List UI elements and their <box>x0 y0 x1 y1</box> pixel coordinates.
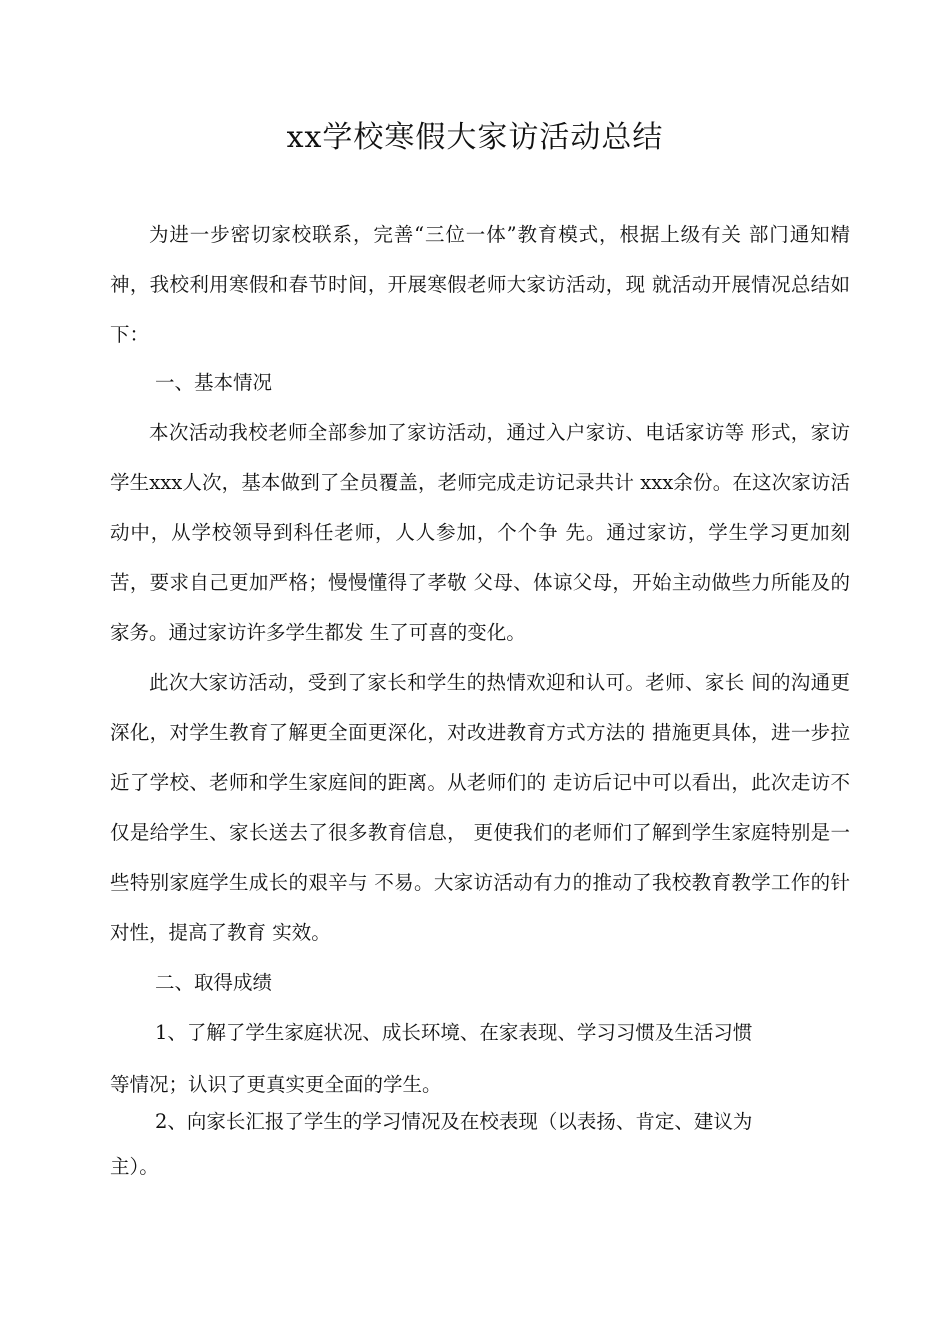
list-item-2-line-1: 2、向家长汇报了学生的学习情况及在校表现（以表扬、肯定、建议为 <box>155 1110 753 1133</box>
paragraph-activity-overview: 本次活动我校老师全部参加了家访活动，通过入户家访、电话家访等 形式，家访学生xxx人次，基本做到了全员覆盖，老师完成走访记录共计 xxx余份。在这次家访活动中，从学校领导到科任老师，人人参加，个个争 先。通过家访，学生学习更加刻苦，要求自己更加严格；慢慢懂得了孝敬 父母、体谅父母，开始主动做些力所能及的家务。通过家访许多学生都发 生了可喜的变化。 <box>110 421 850 644</box>
list-item-2-line-2: 主）。 <box>110 1155 159 1178</box>
intro-paragraph: 为进一步密切家校联系，完善“三位一体”教育模式，根据上级有关 部门通知精神，我校利用寒假和春节时间，开展寒假老师大家访活动，现 就活动开展情况总结如下： <box>110 223 850 346</box>
section-heading-achievements: 二、取得成绩 <box>155 971 273 994</box>
list-item-1-line-1: 1、了解了学生家庭状况、成长环境、在家表现、学习习惯及生活习惯 <box>155 1021 753 1044</box>
section-heading-basic-situation: 一、基本情况 <box>155 371 273 394</box>
document-title: xx学校寒假大家访活动总结 <box>286 120 664 155</box>
paragraph-activity-reception: 此次大家访活动，受到了家长和学生的热情欢迎和认可。老师、家长 间的沟通更深化，对学生教育了解更全面更深化，对改进教育方式方法的 措施更具体，进一步拉近了学校、老师和学生家庭间的距离。从老师们的 走访后记中可以看出，此次走访不仅是给学生、家长送去了很多教育信息， 更使我们的老师们了解到学生家庭特别是一些特别家庭学生成长的艰辛与 不易。大家访活动有力的推动了我校教育教学工作的针对性，提高了教育 实效。 <box>110 671 850 944</box>
list-item-1-line-2: 等情况；认识了更真实更全面的学生。 <box>110 1073 442 1096</box>
